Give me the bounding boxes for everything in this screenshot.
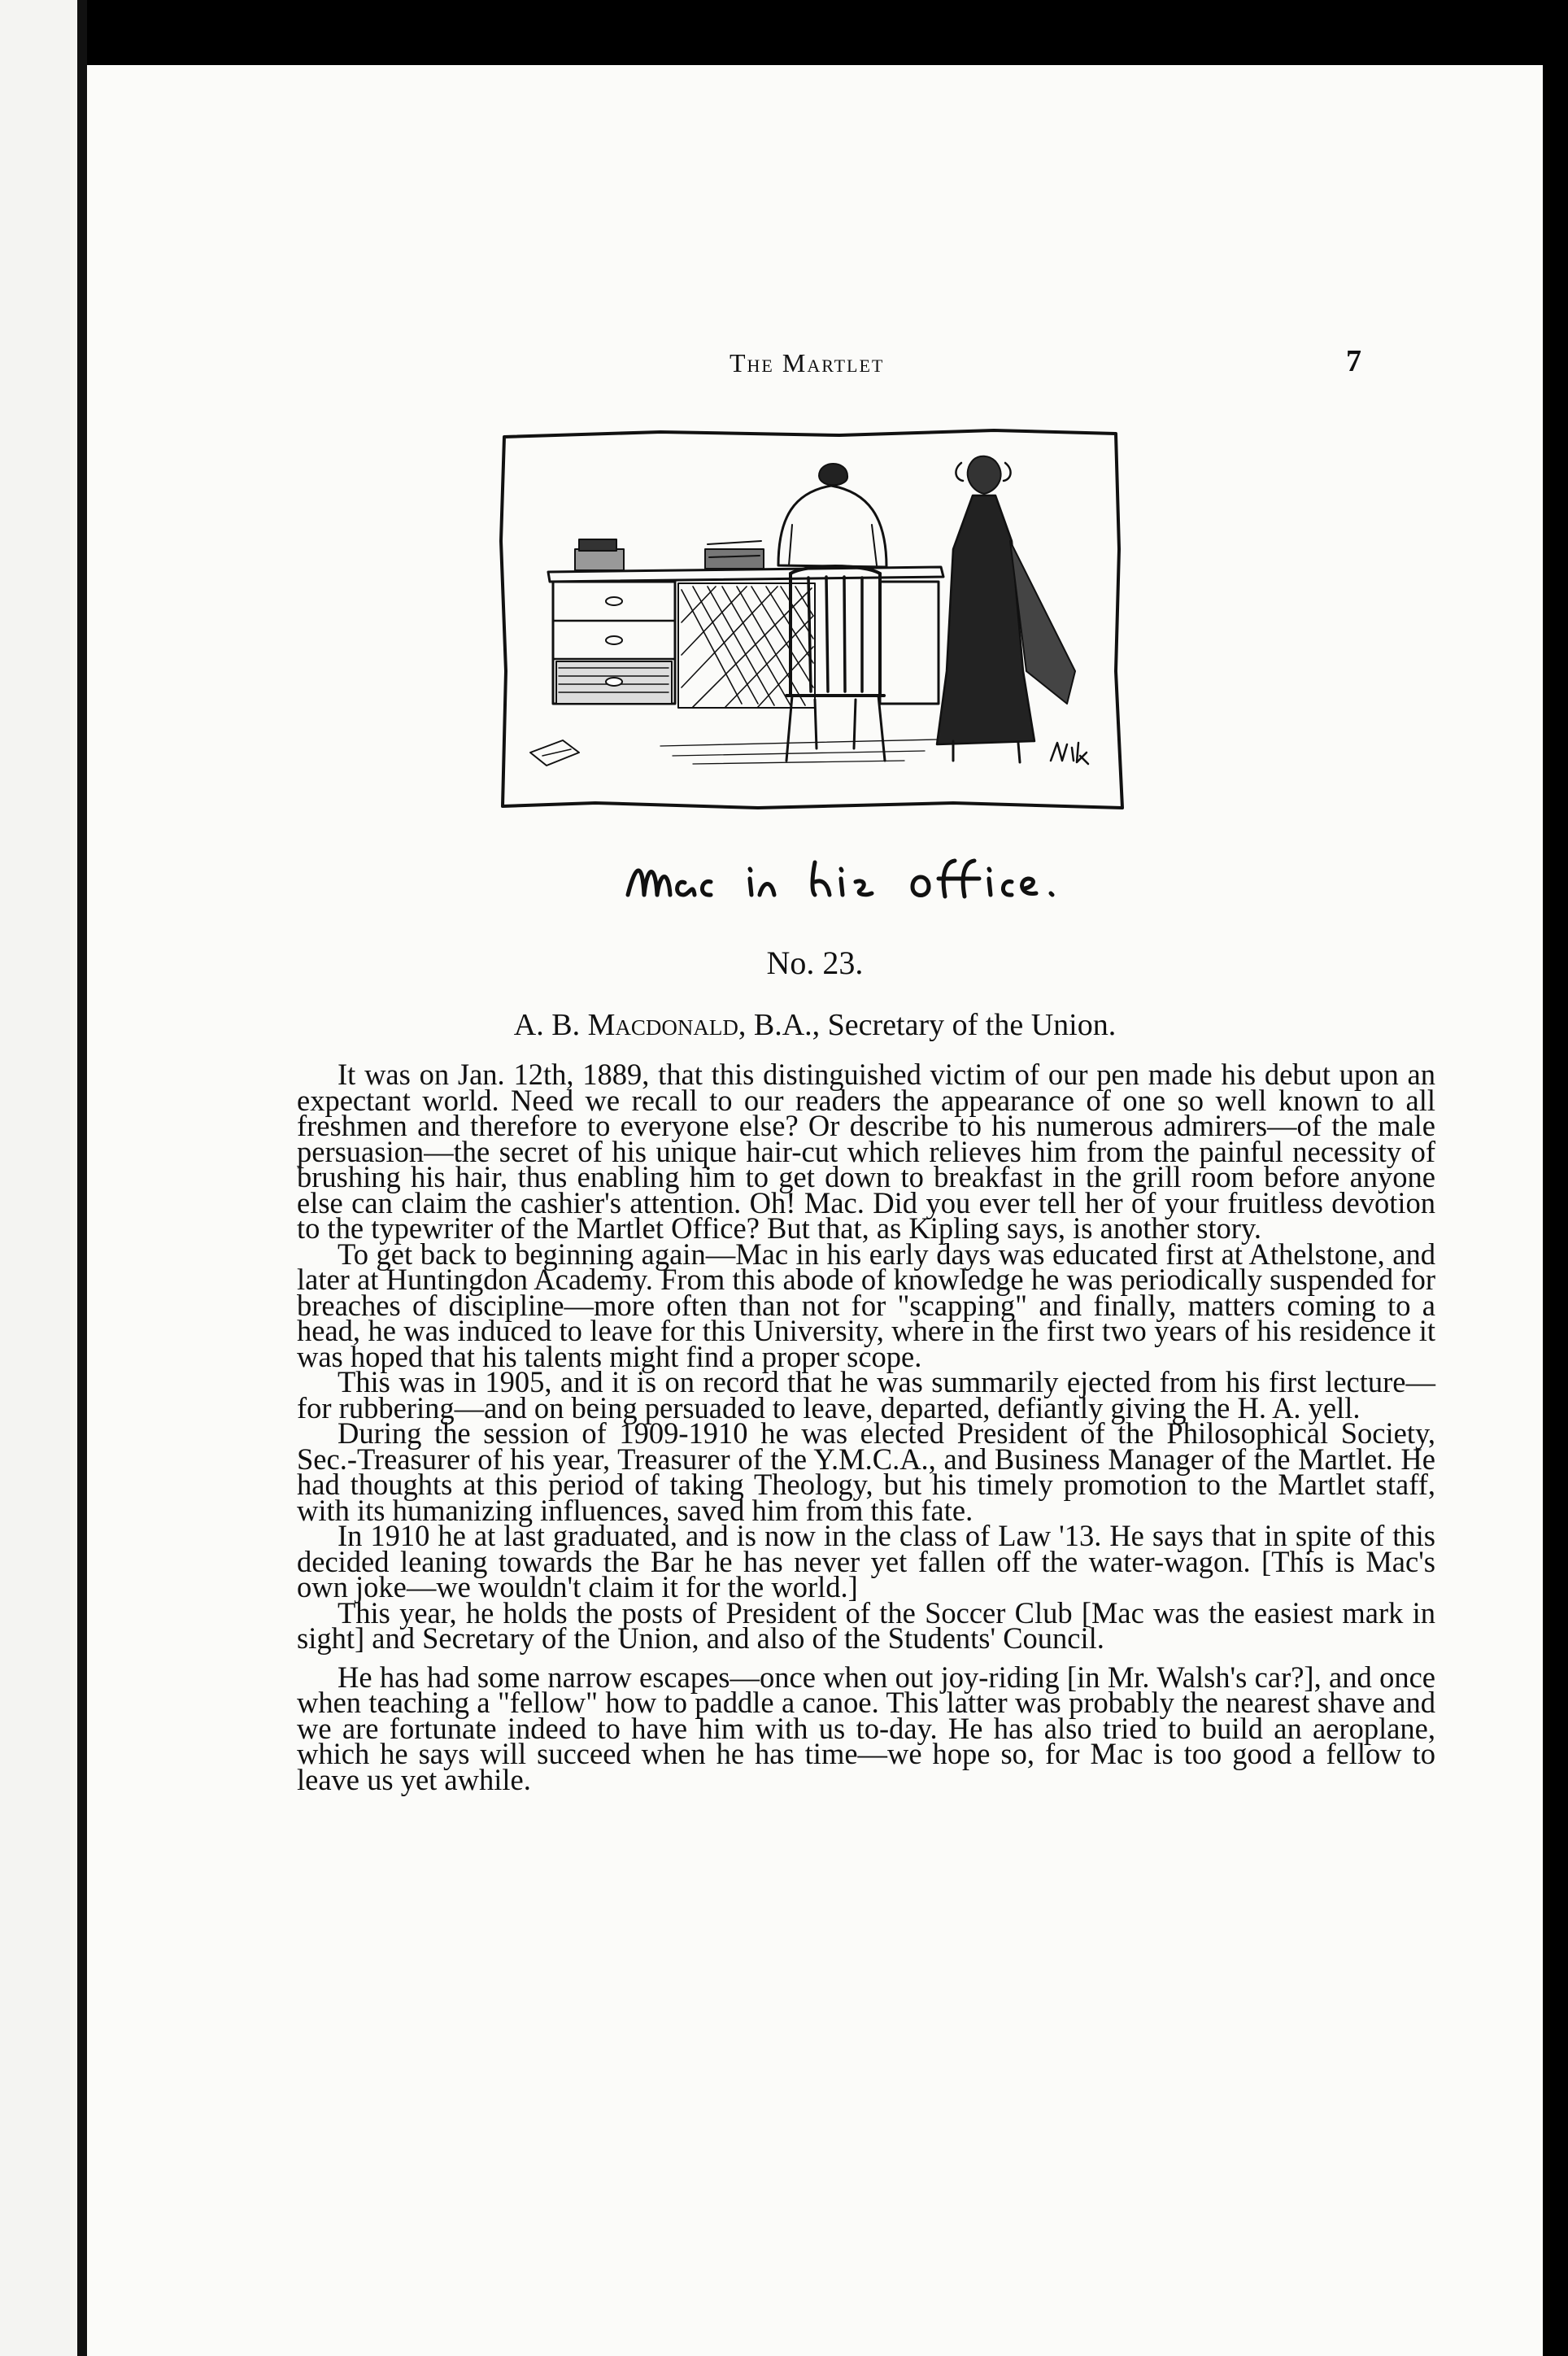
paragraph-7: He has had some narrow escapes—once when out joy-riding [in Mr. Walsh's car?], and once when teaching a "fellow" how to paddle a canoe. This latter was probably the nearest shave and we are fortunate indeed to have him with us to-day. He has also tried to build an aeroplane, which he says will succeed when he has time—we hope so, for Mac is too good a fellow to leave us yet awhile.	[297, 1660, 1435, 1796]
book-spine	[77, 0, 87, 2356]
heading-name: A. B. Macdonald	[513, 1008, 738, 1042]
paragraph-5: In 1910 he at last graduated, and is now in the class of Law '13. He says that in spite of this decided leaning towards the Bar he has never yet fallen off the water-wagon. [This is Mac's own joke—we wouldn't claim it for the world.]	[297, 1519, 1435, 1603]
paragraph-2: To get back to beginning again—Mac in his early days was educated first at Athelstone, and later at Huntingdon Academy. From this abode of knowledge he was periodically suspended for breaches of discipline—more often than not for "scapping" and finally, matters coming to a head, he was induced to leave for this University, where in the first two years of his residence it was hoped that his talents might find a proper scope.	[297, 1237, 1435, 1373]
paragraph-3: This was in 1905, and it is on record that he was summarily ejected from his first lecture—for rubbering—and on being persuaded to leave, departed, defiantly giving the H. A. yell.	[297, 1365, 1435, 1425]
document-page	[87, 65, 1543, 2356]
paragraph-1: It was on Jan. 12th, 1889, that this distinguished victim of our pen made his debut upon an expectant world. Need we recall to our readers the appearance of one so well known to all freshmen and therefore to everyone else? Or describe to his numerous admirers—of the male persuasion—the secret of his unique hair-cut which relieves him from the painful necessity of brushing his hair, thus enabling him to get down to breakfast in the grill room before anyone else can claim the cashier's attention. Oh! Mac. Did you ever tell her of your fruitless devotion to the typewriter of the Martlet Office? But that, as Kipling says, is another story.	[297, 1058, 1435, 1245]
running-title: The Martlet	[730, 348, 885, 377]
page-number: 7	[1346, 344, 1361, 378]
paragraph-4: During the session of 1909-1910 he was elected President of the Philosophical Society, Sec.-Treasurer of his year, Treasurer of the Y.M.C.A., and Business Manager of the Martlet. He had thoughts at this period of taking Theology, but his timely promotion to the Martlet staff, with its humanizing influences, saved him from this fate.	[297, 1416, 1435, 1527]
article-body	[297, 1058, 1435, 1796]
heading-rest: , B.A., Secretary of the Union.	[738, 1008, 1117, 1042]
handwritten-caption	[620, 846, 1108, 927]
paragraph-6: This year, he holds the posts of President of the Soccer Club [Mac was the easiest mark in sight] and Secretary of the Union, and also of the Students' Council.	[297, 1595, 1435, 1655]
left-page-margin	[0, 0, 77, 2356]
article-number: No. 23.	[766, 945, 864, 981]
sketch-illustration	[498, 427, 1124, 814]
article-heading	[87, 1007, 1543, 1043]
